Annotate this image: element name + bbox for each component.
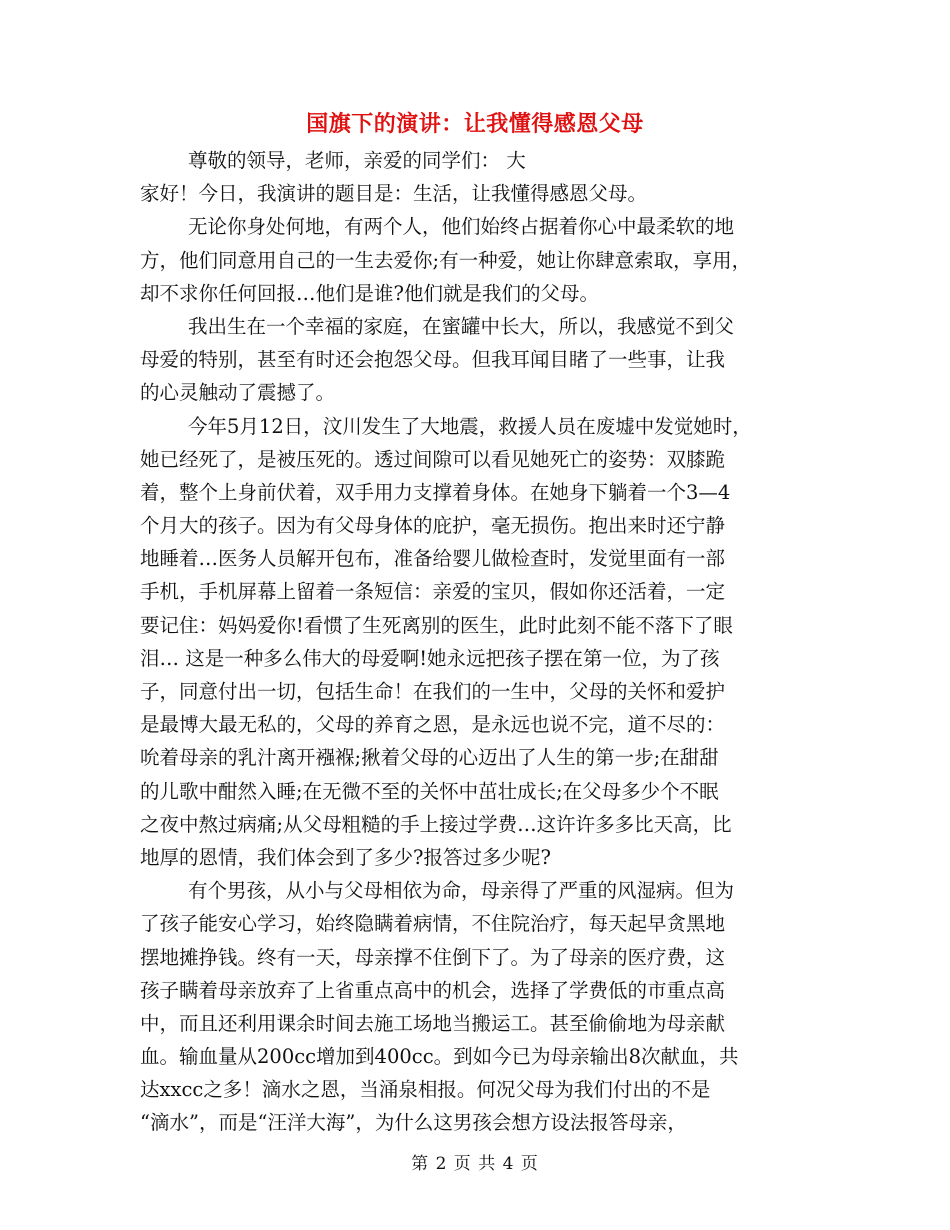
text-line: 泪… 这是一种多么伟大的母爱啊!她永远把孩子摆在第一位，为了孩 (140, 646, 720, 670)
text-line: 达xxcc之多！滴水之恩，当涌泉相报。何况父母为我们付出的不是 (140, 1078, 711, 1102)
text-line: 中，而且还利用课余时间去施工场地当搬运工。甚至偷偷地为母亲献 (140, 1011, 726, 1035)
text-line: 子，同意付出一切，包括生命！在我们的一生中，父母的关怀和爱护 (140, 680, 726, 703)
text-line: 吮着母亲的乳汁离开襁褓;揪着父母的心迈出了人生的第一步;在甜甜 (140, 746, 719, 770)
text-line: 是最博大最无私的，父母的养育之恩，是永远也说不完，道不尽的： (140, 713, 726, 737)
text-line: 的儿歌中酣然入睡;在无微不至的关怀中茁壮成长;在父母多少个不眠 (140, 779, 719, 803)
text-line: 摆地摊挣钱。终有一天，母亲撑不住倒下了。为了母亲的医疗费，这 (140, 945, 726, 969)
text-line: 尊敬的领导，老师，亲爱的同学们： 大 (188, 149, 526, 172)
text-line: 了孩子能安心学习，始终隐瞒着病情，不住院治疗，每天起早贪黑地 (140, 912, 726, 936)
page-footer: 第 2 页 共 4 页 (411, 1154, 539, 1174)
text-line: 地睡着…医务人员解开包布，准备给婴儿做检查时，发觉里面有一部 (140, 547, 726, 571)
text-line: 着，整个上身前伏着，双手用力支撑着身体。在她身下躺着一个3—4 (140, 480, 731, 504)
document-body (140, 144, 820, 1140)
text-line: 孩子瞒着母亲放弃了上省重点高中的机会，选择了学费低的市重点高 (140, 978, 726, 1002)
text-line: 要记住：妈妈爱你!看惯了生死离别的医生，此时此刻不能不落下了眼 (140, 613, 733, 637)
document-title: 国旗下的演讲：让我懂得感恩父母 (306, 111, 644, 137)
text-line: “滴水”，而是“汪洋大海”，为什么这男孩会想方设法报答母亲， (140, 1111, 687, 1135)
text-line: 之夜中熬过病痛;从父母粗糙的手上接过学费…这许许多多比天高，比 (140, 812, 732, 836)
text-line: 家好！今日，我演讲的题目是：生活，让我懂得感恩父母。 (140, 182, 648, 206)
text-line: 无论你身处何地，有两个人，他们始终占据着你心中最柔软的地 (188, 215, 735, 239)
text-line: 却不求你任何回报…他们是谁?他们就是我们的父母。 (140, 281, 599, 305)
text-line: 手机，手机屏幕上留着一条短信：亲爱的宝贝，假如你还活着，一定 (140, 580, 726, 604)
text-line: 个月大的孩子。因为有父母身体的庇护，毫无损伤。抱出来时还宁静 (140, 514, 726, 538)
text-line: 她已经死了，是被压死的。透过间隙可以看见她死亡的姿势：双膝跪 (140, 447, 726, 471)
text-line: 有个男孩，从小与父母相依为命，母亲得了严重的风湿病。但为 (188, 879, 735, 903)
text-line: 地厚的恩情，我们体会到了多少?报答过多少呢? (140, 845, 551, 869)
text-line: 的心灵触动了震撼了。 (140, 381, 336, 405)
text-line: 今年5月12日，汶川发生了大地震，救援人员在废墟中发觉她时， (188, 414, 752, 438)
text-line: 方，他们同意用自己的一生去爱你;有一种爱，她让你肆意索取，享用， (140, 248, 752, 272)
text-line: 我出生在一个幸福的家庭，在蜜罐中长大，所以，我感觉不到父 (188, 314, 735, 338)
text-line: 血。输血量从200cc增加到400cc。到如今已为母亲输出8次献血，共 (140, 1045, 739, 1069)
text-line: 母爱的特别，甚至有时还会抱怨父母。但我耳闻目睹了一些事，让我 (140, 348, 726, 372)
